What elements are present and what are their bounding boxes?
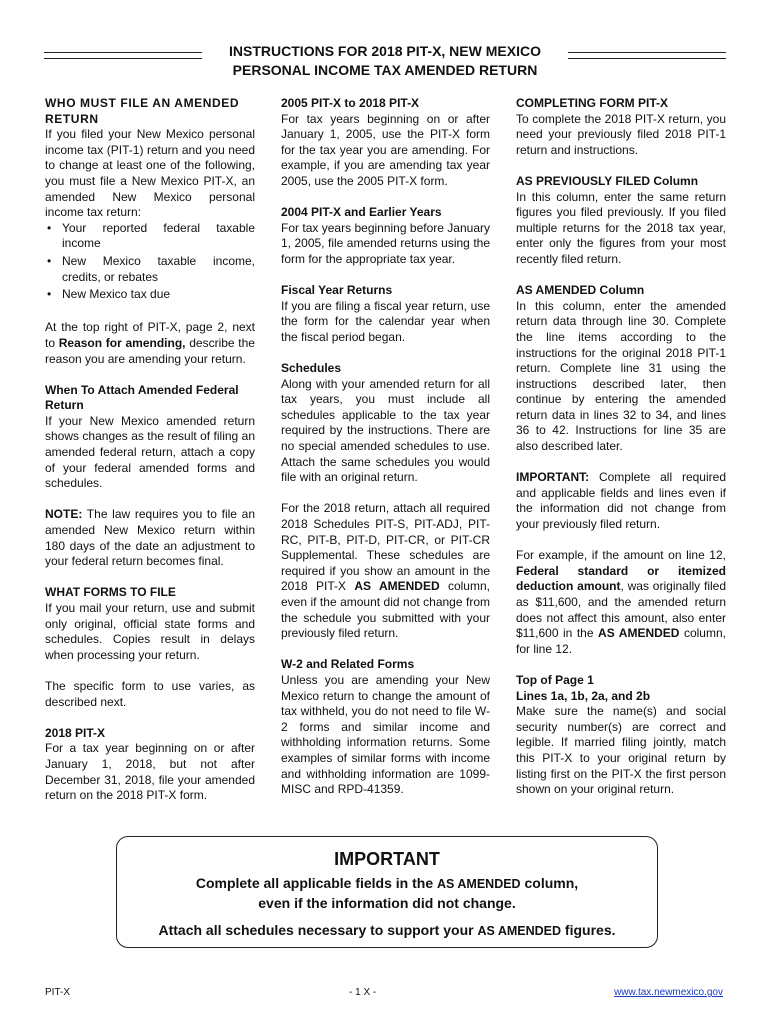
pitx-2005-2018-heading: 2005 PIT-X to 2018 PIT-X xyxy=(281,96,420,110)
as-amended-text: In this column, enter the amended return data through line 30. Complete the line items according to the instructions for the original 2018 PIT-1 return. Complete line 31 using the instructions described later, then continue by entering the amended return data in lines 32 to 34, and lines 36 to 42. Instructions for line 35 are also described later. xyxy=(516,298,726,454)
pitx-2018-heading: 2018 PIT-X xyxy=(45,725,106,740)
important-box-line1: Complete all applicable fields in the AS AMENDED column, xyxy=(195,875,579,891)
as-amended-label: AS AMENDED xyxy=(598,626,680,641)
footer-page-number: - 1 X - xyxy=(349,987,377,998)
reason-for-amending-text: At the top right of PIT-X, page 2, next to Reason for amending, describe the reason you are amending your return. xyxy=(45,320,255,366)
page-title-line2: PERSONAL INCOME TAX AMENDED RETURN xyxy=(232,62,538,78)
lines-text: Make sure the name(s) and social security number(s) are correct and legible. If married filing jointly, match this PIT-X to your original return by listing first on the PIT-X the first person shown on your original return. xyxy=(516,704,726,797)
as-amended-label: AS AMENDED xyxy=(354,579,440,594)
who-must-file-text: If you filed your New Mexico personal income tax (PIT-1) return and you need to change at least one of the following, you must file a New Mexico PIT-X, an amended New Mexico personal income tax return: xyxy=(45,127,255,220)
top-of-page-heading: Top of Page 1 xyxy=(516,672,594,687)
lines-heading: Lines 1a, 1b, 2a, and 2b xyxy=(516,688,651,703)
when-to-attach-heading: When To Attach Amended Federal Return xyxy=(45,382,239,413)
page-header xyxy=(44,42,726,84)
footer-form-id: PIT-X xyxy=(45,987,71,998)
example-text: For example, if the amount on line 12, Federal standard or itemized deduction amount, was originally filed as $11,600, and the amended return does not affect this amount, also enter $11,600 in the AS AMENDED column, for line 12. xyxy=(516,548,726,656)
important-box-line2: even if the information did not change. xyxy=(258,895,516,911)
title-rule-right xyxy=(568,52,726,59)
important-note-text: IMPORTANT: Complete all required and applicable fields and lines even if the information did not change from your previously filed return. xyxy=(516,470,726,532)
schedules-2018-text: For the 2018 return, attach all required 2018 Schedules PIT-S, PIT-ADJ, PIT-RC, PIT-B, PIT-D, PIT-CR, or PIT-CR Supplemental. These schedules are required if you show an amount in the 2018 PIT-X AS AMENDED column, even if the amount did not change from the schedule you submitted with your previously filed return. xyxy=(281,501,490,641)
list-item: • New Mexico taxable income, credits, or rebates xyxy=(45,254,255,285)
as-previously-filed-heading: AS PREVIOUSLY FILED Column xyxy=(516,173,699,188)
when-to-attach-text: If your New Mexico amended return shows changes as the result of filing an amended federal return, attach a copy of your federal amended forms and schedules. xyxy=(45,413,255,491)
what-forms-text: If you mail your return, use and submit only original, official state forms and schedules. Copies result in delays when processing your return. xyxy=(45,601,255,662)
deduction-label: Federal standard or itemized deduction amount xyxy=(516,563,726,594)
schedules-heading: Schedules xyxy=(281,361,342,376)
footer-website-link[interactable]: www.tax.newmexico.gov xyxy=(614,987,723,998)
as-amended-heading: AS AMENDED Column xyxy=(516,283,645,298)
pitx-2018-text: For a tax year beginning on or after January 1, 2018, but not after December 31, 2018, file your amended return on the 2018 PIT-X form. xyxy=(45,741,255,803)
fiscal-year-heading: Fiscal Year Returns xyxy=(281,283,393,298)
schedules-text: Along with your amended return for all tax years, you must include all schedules applicable to the tax year required by the instructions. There are no special amended schedules to use. Attach the same schedules you would file with an original return. xyxy=(281,376,490,485)
column-3 xyxy=(516,96,726,798)
who-must-file-heading: WHO MUST FILE AN AMENDED RETURN xyxy=(45,96,240,126)
w2-text: Unless you are amending your New Mexico return to change the amount of tax withheld, you do not need to file W-2 forms and similar income and withholding information returns. Some examples of similar forms with income and withholding information are 1099-MISC and RPD-41359. xyxy=(281,672,490,797)
list-item: • New Mexico tax due xyxy=(45,287,255,303)
as-previously-filed-text: In this column, enter the same return figures you filed previously. If you filed multiple returns for the 2018 tax year, enter only the figures from your most recently filed return. xyxy=(516,189,726,266)
w2-heading: W-2 and Related Forms xyxy=(281,657,415,672)
specific-form-text: The specific form to use varies, as described next. xyxy=(45,678,255,709)
title-rule-left xyxy=(44,52,202,59)
pitx-2005-2018-text: For tax years beginning on or after January 1, 2005, use the PIT-X form for the tax year you are amending. For example, if you are amending tax year 2005, use the 2005 PIT-X form. xyxy=(281,111,490,188)
completing-form-heading: COMPLETING FORM PIT-X xyxy=(516,96,668,110)
reason-for-amending-label: Reason for amending, xyxy=(58,335,186,350)
page-title-line1: INSTRUCTIONS FOR 2018 PIT-X, NEW MEXICO xyxy=(229,43,541,59)
list-item: • Your reported federal taxable income xyxy=(45,221,255,252)
amend-reasons-list xyxy=(45,221,255,303)
column-1 xyxy=(45,96,255,804)
pitx-2004-text: For tax years beginning before January 1, 2005, file amended returns using the form for the appropriate tax year. xyxy=(281,220,490,266)
important-label: IMPORTANT: xyxy=(516,470,590,485)
important-box-line3: Attach all schedules necessary to support your AS AMENDED figures. xyxy=(158,922,616,938)
important-box-title: IMPORTANT xyxy=(334,849,440,869)
note-text: NOTE: The law requires you to file an amended New Mexico return within 180 days of the date an adjustment to your federal return becomes final. xyxy=(45,507,255,569)
pitx-2004-heading: 2004 PIT-X and Earlier Years xyxy=(281,205,442,220)
note-label: NOTE: xyxy=(45,507,83,522)
what-forms-heading: WHAT FORMS TO FILE xyxy=(45,585,176,600)
column-2 xyxy=(281,96,490,798)
fiscal-year-text: If you are filing a fiscal year return, use the form for the calendar year when the fiscal period began. xyxy=(281,298,490,344)
page-title xyxy=(209,42,561,80)
completing-form-text: To complete the 2018 PIT-X return, you need your previously filed 2018 PIT-1 return and instructions. xyxy=(516,111,726,157)
important-box xyxy=(116,836,658,948)
